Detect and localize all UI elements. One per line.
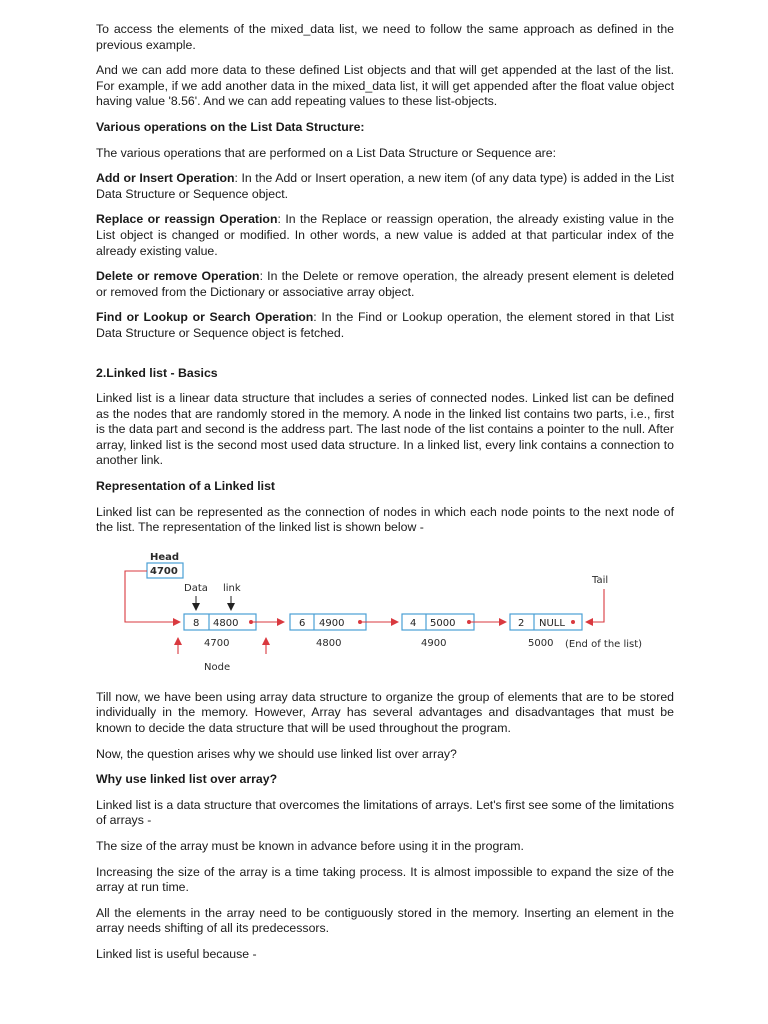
node-label: Node bbox=[204, 661, 231, 673]
node-1-link: 4800 bbox=[213, 617, 239, 629]
paragraph-limitation-contiguous: All the elements in the array need to be contiguously stored in the memory. Inserting an element in the array needs shifting of all its predecessors. bbox=[96, 905, 674, 936]
operation-replace-text: : In the Replace or reassign operation, the already existing value in the List object is changed or modified. In other words, a new value is added at that particular index of the already existing value. bbox=[96, 212, 675, 258]
operation-add-text: : In the Add or Insert operation, a new item (of any data type) is added in the List Data Structure or Sequence object. bbox=[96, 171, 674, 201]
node-2-pointer-dot bbox=[358, 620, 362, 624]
operation-replace-term: Replace or reassign Operation bbox=[96, 212, 278, 227]
operation-add bbox=[96, 171, 674, 202]
paragraph-linked-list-useful: Linked list is useful because - bbox=[96, 946, 257, 961]
tail-pointer-arrow bbox=[586, 589, 604, 622]
operation-find bbox=[96, 310, 674, 341]
node-1-data: 8 bbox=[193, 617, 200, 629]
node-2-link: 4900 bbox=[319, 617, 345, 629]
paragraph-limitation-resize: Increasing the size of the array is a time taking process. It is almost impossible to expand the size of the array at run time. bbox=[96, 864, 674, 895]
paragraph-limitations-intro: Linked list is a data structure that overcomes the limitations of arrays. Let's first see some of the limitations of arrays - bbox=[96, 797, 674, 828]
node-4-address: 5000 bbox=[528, 637, 554, 649]
node-3-address: 4900 bbox=[421, 637, 447, 649]
heading-list-operations: Various operations on the List Data Structure: bbox=[96, 119, 365, 134]
paragraph-operations-intro: The various operations that are performed on a List Data Structure or Sequence are: bbox=[96, 145, 557, 160]
node-2-address: 4800 bbox=[316, 637, 342, 649]
node-4-data: 2 bbox=[518, 617, 525, 629]
paragraph-linked-list-definition: Linked list is a linear data structure that includes a series of connected nodes. Linked list can be defined as the nodes that are randomly stored in the memory. A node in the linked list contains two parts, i.e., first is the data part and second is the address part. The last node of the list contains a pointer to the null. After array, linked list is the second most used data structure. In a linked list, every link contains a connection to another link. bbox=[96, 391, 674, 468]
head-label: Head bbox=[150, 551, 180, 563]
operation-add-term: Add or Insert Operation bbox=[96, 171, 235, 186]
node-3 bbox=[402, 614, 474, 649]
tail-label: Tail bbox=[592, 574, 609, 586]
paragraph-limitation-size: The size of the array must be known in advance before using it in the program. bbox=[96, 839, 524, 853]
node-2 bbox=[290, 614, 366, 649]
head-value: 4700 bbox=[150, 565, 178, 577]
operation-delete-term: Delete or remove Operation bbox=[96, 269, 260, 284]
operation-replace bbox=[96, 212, 674, 259]
heading-representation: Representation of a Linked list bbox=[96, 479, 276, 494]
heading-linked-list-basics: 2.Linked list - Basics bbox=[96, 365, 218, 380]
node-4-pointer-dot bbox=[571, 620, 575, 624]
paragraph-append-data: And we can add more data to these defined List objects and that will get appended at the last of the list. For example, if we add another data in the mixed_data list, it will get appended after the float value object having value '8.56'. And we can add repeating values to these list-objects. bbox=[96, 63, 674, 109]
node-3-link: 5000 bbox=[430, 617, 456, 629]
node-3-pointer-dot bbox=[467, 620, 471, 624]
node-3-data: 4 bbox=[410, 617, 417, 629]
node-1-address: 4700 bbox=[204, 637, 230, 649]
paragraph-access-elements: To access the elements of the mixed_data list, we need to follow the same approach as defined in the previous example. bbox=[96, 22, 674, 52]
operation-find-text: : In the Find or Lookup operation, the element stored in that List Data Structure or Sequence object is fetched. bbox=[96, 310, 674, 340]
operation-delete bbox=[96, 269, 674, 300]
paragraph-array-usage: Till now, we have been using array data structure to organize the group of elements that are to be stored individually in the memory. However, Array has several advantages and disadvantages that must be known to decide the data structure that will be used throughout the program. bbox=[96, 689, 674, 736]
end-of-list-label: (End of the list) bbox=[565, 638, 643, 650]
paragraph-representation: Linked list can be represented as the connection of nodes in which each node points to the next node of the list. The representation of the linked list is shown below - bbox=[96, 504, 674, 535]
head-pointer-arrow bbox=[125, 571, 180, 622]
document-page bbox=[96, 22, 674, 973]
node-1 bbox=[184, 614, 256, 649]
heading-why-linked-list: Why use linked list over array? bbox=[96, 772, 278, 787]
data-label: Data bbox=[184, 582, 208, 594]
node-1-pointer-dot bbox=[249, 620, 253, 624]
paragraph-question: Now, the question arises why we should use linked list over array? bbox=[96, 746, 457, 761]
linked-list-diagram bbox=[96, 550, 674, 674]
node-4-link: NULL bbox=[539, 617, 565, 629]
operation-delete-text: : In the Delete or remove operation, the already present element is deleted or removed from the Dictionary or associative array object. bbox=[96, 269, 675, 299]
operation-find-term: Find or Lookup or Search Operation bbox=[96, 310, 314, 325]
linked-list-diagram-svg bbox=[96, 550, 674, 674]
link-label: link bbox=[223, 582, 241, 594]
node-2-data: 6 bbox=[299, 617, 306, 629]
